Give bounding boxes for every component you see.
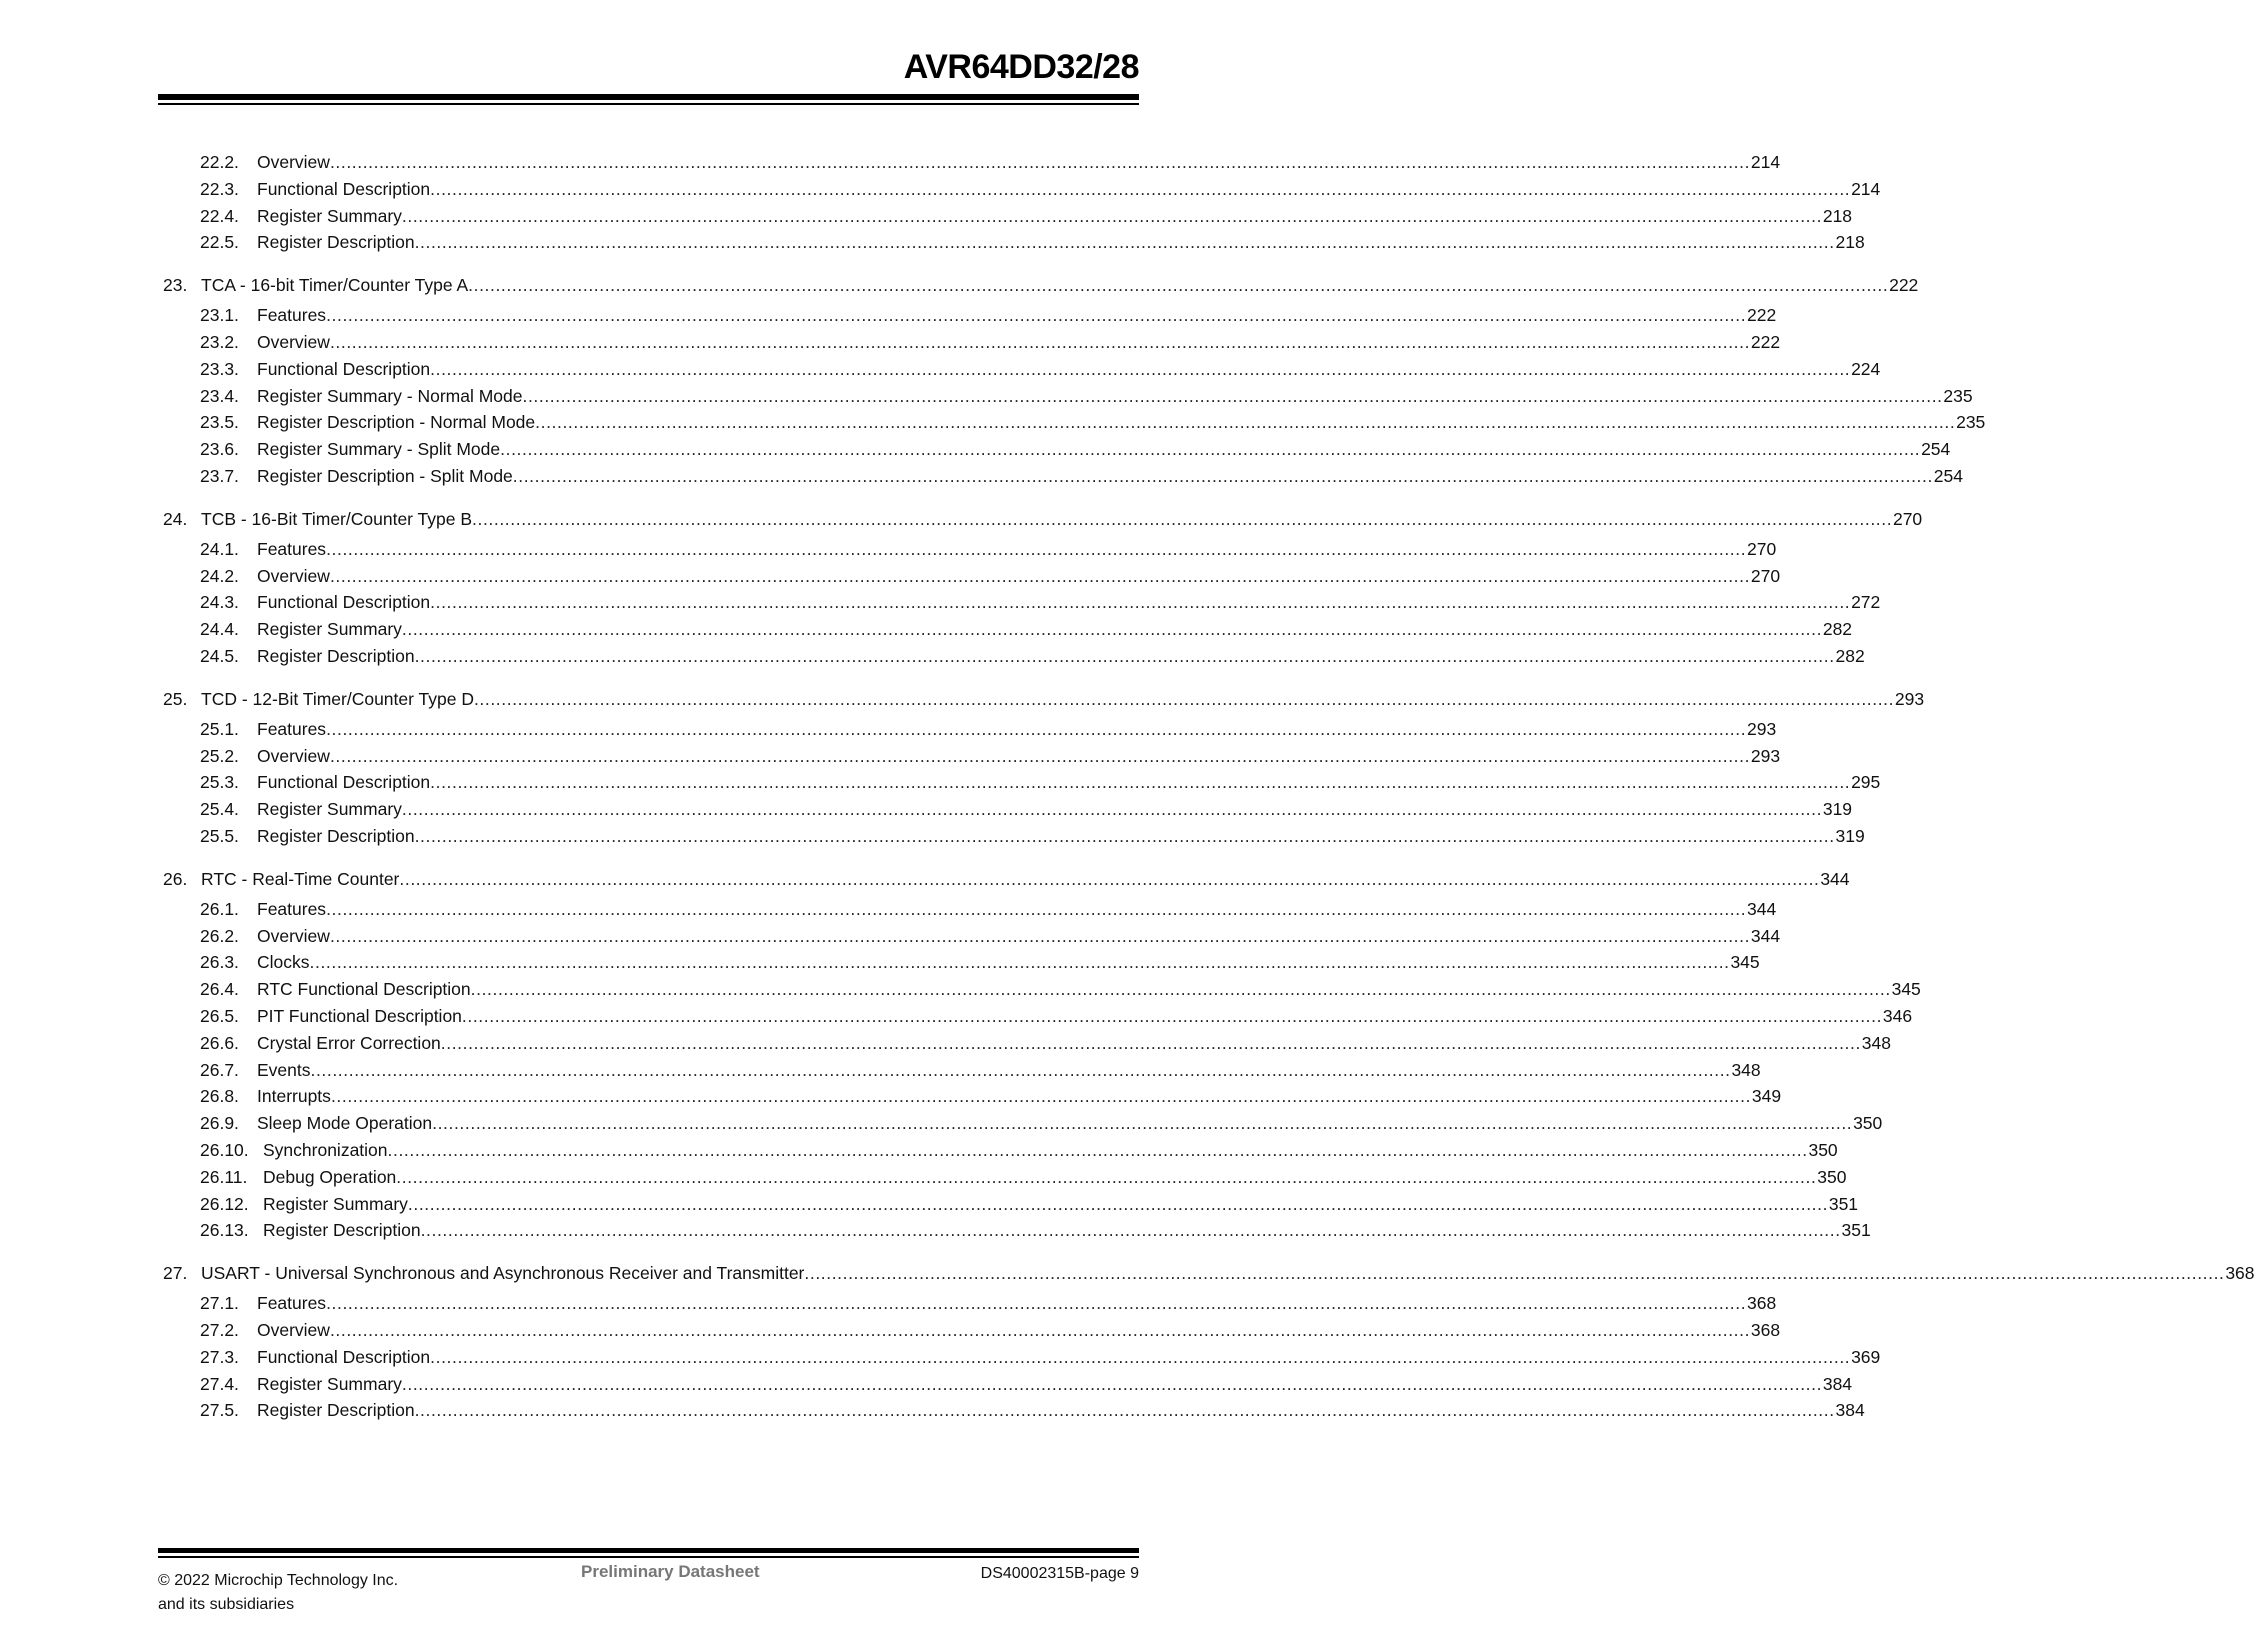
- toc-dot-leader: ....................................................................................................................................................................................................................................................................: [401, 799, 1823, 820]
- toc-entry-title: Register Summary: [257, 619, 402, 640]
- toc-entry-number: 22.4.: [200, 205, 239, 226]
- toc-entry-page-number: 222: [1747, 305, 1777, 326]
- toc-dot-leader: ....................................................................................................................................................................................................................................................................: [396, 1166, 1817, 1187]
- toc-entry-page-number: 345: [1730, 952, 1760, 973]
- toc-dot-leader: ....................................................................................................................................................................................................................................................................: [326, 898, 1747, 919]
- toc-entry-number: 23.5.: [200, 412, 239, 433]
- toc-entry-title: Overview: [257, 925, 330, 946]
- toc-section-entry[interactable]: [0, 303, 1777, 327]
- toc-entry-page-number: 214: [1750, 152, 1781, 172]
- toc-entry-page-number: 235: [1943, 385, 1973, 406]
- toc-dot-leader: ....................................................................................................................................................................................................................................................................: [432, 1113, 1853, 1134]
- toc-dot-leader: ....................................................................................................................................................................................................................................................................: [430, 358, 1851, 379]
- toc-entry-page-number: 272: [1851, 592, 1881, 613]
- toc-entry-title: RTC - Real-Time Counter: [201, 868, 400, 889]
- toc-entry-page-number: 214: [1851, 178, 1881, 199]
- toc-dot-leader: ....................................................................................................................................................................................................................................................................: [430, 592, 1851, 613]
- toc-entry-title: Features: [257, 1293, 327, 1314]
- toc-entry-number: 24.3.: [200, 592, 239, 613]
- toc-dot-leader: ....................................................................................................................................................................................................................................................................: [430, 1346, 1851, 1367]
- toc-section-entry[interactable]: [0, 1165, 1847, 1189]
- toc-entry-title: Overview: [257, 565, 330, 586]
- copyright-line-1: © 2022 Microchip Technology Inc.: [158, 1572, 399, 1589]
- toc-dot-leader: ....................................................................................................................................................................................................................................................................: [326, 718, 1747, 739]
- toc-section-entry[interactable]: [0, 1031, 1891, 1055]
- toc-entry-page-number: 351: [1828, 1193, 1859, 1214]
- toc-section-entry[interactable]: [0, 924, 1781, 948]
- toc-entry-title: Register Summary: [257, 799, 402, 820]
- toc-entry-number: 26.8.: [200, 1086, 239, 1107]
- toc-entry-title: Overview: [257, 332, 330, 352]
- toc-entry-page-number: 350: [1808, 1140, 1838, 1160]
- toc-dot-leader: ....................................................................................................................................................................................................................................................................: [430, 772, 1851, 793]
- toc-entry-title: Functional Description: [257, 178, 431, 199]
- toc-entry-number: 24.4.: [200, 619, 239, 640]
- toc-entry-title: Register Description: [263, 1220, 421, 1241]
- copyright-line-2: and its subsidiaries: [158, 1596, 295, 1613]
- toc-entry-number: 26.11.: [200, 1166, 248, 1187]
- toc-chapter-entry[interactable]: [0, 273, 1919, 297]
- toc-dot-leader: ....................................................................................................................................................................................................................................................................: [535, 412, 1956, 433]
- toc-entry-number: 23.6.: [200, 439, 239, 460]
- toc-entry-page-number: 270: [1750, 565, 1781, 586]
- toc-entry-page-number: 235: [1956, 412, 1986, 433]
- toc-entry-page-number: 348: [1861, 1032, 1891, 1053]
- toc-dot-leader: ....................................................................................................................................................................................................................................................................: [420, 1220, 1841, 1241]
- toc-chapter-entry[interactable]: [0, 687, 1925, 711]
- toc-section-entry[interactable]: [0, 437, 1951, 461]
- toc-entry-number: 25.1.: [200, 718, 239, 739]
- toc-entry-page-number: 293: [1750, 745, 1781, 766]
- toc-entry-title: RTC Functional Description: [257, 979, 471, 1000]
- toc-entry-title: Debug Operation: [263, 1166, 397, 1187]
- toc-entry-title: Register Summary: [263, 1193, 408, 1214]
- toc-entry-title: Overview: [257, 745, 330, 766]
- toc-entry-page-number: 349: [1751, 1086, 1782, 1107]
- toc-dot-leader: ....................................................................................................................................................................................................................................................................: [387, 1140, 1808, 1160]
- toc-entry-title: Crystal Error Correction: [257, 1032, 441, 1053]
- toc-entry-number: 26.1.: [200, 898, 239, 919]
- toc-entry-title: Features: [257, 538, 327, 559]
- header-rule-thin: [158, 103, 1139, 105]
- toc-entry-number: 27.3.: [200, 1346, 239, 1367]
- toc-entry-title: Sleep Mode Operation: [257, 1113, 433, 1134]
- toc-dot-leader: ....................................................................................................................................................................................................................................................................: [330, 1086, 1752, 1107]
- toc-section-entry[interactable]: [0, 1318, 1781, 1342]
- toc-dot-leader: ....................................................................................................................................................................................................................................................................: [401, 205, 1823, 226]
- toc-section-entry[interactable]: [0, 590, 1881, 614]
- toc-section-entry[interactable]: [0, 564, 1781, 588]
- toc-entry-title: Features: [257, 898, 327, 919]
- toc-entry-number: 26.13.: [200, 1220, 249, 1241]
- toc-section-entry[interactable]: [0, 744, 1781, 768]
- toc-entry-page-number: 345: [1891, 979, 1921, 1000]
- toc-entry-title: Register Summary: [257, 1373, 402, 1394]
- toc-entry-page-number: 282: [1822, 619, 1853, 640]
- toc-dot-leader: ....................................................................................................................................................................................................................................................................: [512, 466, 1933, 486]
- toc-entry-title: TCB - 16-Bit Timer/Counter Type B: [201, 508, 473, 529]
- toc-dot-leader: ....................................................................................................................................................................................................................................................................: [329, 1320, 1751, 1340]
- toc-entry-number: 26.5.: [200, 1006, 239, 1026]
- toc-section-entry[interactable]: [0, 717, 1777, 741]
- toc-entry-page-number: 350: [1817, 1166, 1847, 1187]
- toc-entry-page-number: 368: [1747, 1293, 1777, 1314]
- toc-entry-title: TCD - 12-Bit Timer/Counter Type D: [201, 688, 474, 709]
- toc-entry-number: 22.3.: [200, 178, 239, 199]
- toc-section-entry[interactable]: [0, 1218, 1871, 1242]
- toc-dot-leader: ....................................................................................................................................................................................................................................................................: [414, 232, 1835, 253]
- toc-entry-page-number: 351: [1841, 1220, 1871, 1241]
- toc-entry-page-number: 270: [1747, 538, 1777, 559]
- toc-dot-leader: ....................................................................................................................................................................................................................................................................: [329, 332, 1751, 352]
- toc-entry-page-number: 369: [1851, 1346, 1881, 1367]
- toc-entry-number: 26.3.: [200, 952, 239, 973]
- toc-entry-page-number: 222: [1889, 275, 1919, 296]
- toc-section-entry[interactable]: [0, 770, 1881, 794]
- toc-dot-leader: ....................................................................................................................................................................................................................................................................: [401, 619, 1823, 640]
- toc-entry-number: 26.9.: [200, 1113, 239, 1134]
- toc-entry-number: 26.7.: [200, 1059, 239, 1080]
- toc-section-entry[interactable]: [0, 897, 1777, 921]
- toc-entry-page-number: 368: [2225, 1263, 2255, 1284]
- toc-section-entry[interactable]: [0, 384, 1973, 408]
- toc-entry-title: Features: [257, 305, 327, 326]
- toc-dot-leader: ....................................................................................................................................................................................................................................................................: [326, 1293, 1747, 1314]
- toc-entry-number: 25.5.: [200, 826, 239, 846]
- toc-entry-title: Functional Description: [257, 592, 431, 613]
- footer-rule-thick: [158, 1548, 1139, 1553]
- toc-entry-title: Register Summary - Split Mode: [257, 439, 501, 460]
- toc-entry-title: Features: [257, 718, 327, 739]
- toc-section-entry[interactable]: [0, 150, 1781, 174]
- toc-entry-title: Interrupts: [257, 1086, 331, 1107]
- toc-dot-leader: ....................................................................................................................................................................................................................................................................: [309, 952, 1730, 973]
- toc-entry-page-number: 224: [1851, 358, 1881, 379]
- document-status: Preliminary Datasheet: [581, 1562, 760, 1581]
- toc-dot-leader: ....................................................................................................................................................................................................................................................................: [468, 275, 1889, 296]
- toc-entry-title: Events: [257, 1059, 311, 1080]
- toc-entry-title: Functional Description: [257, 358, 431, 379]
- toc-entry-page-number: 384: [1835, 1400, 1865, 1421]
- toc-section-entry[interactable]: [0, 410, 1986, 434]
- toc-dot-leader: ....................................................................................................................................................................................................................................................................: [399, 868, 1820, 889]
- toc-entry-title: Register Summary: [257, 205, 402, 226]
- toc-entry-number: 23.: [163, 275, 188, 296]
- toc-entry-number: 27.5.: [200, 1400, 239, 1421]
- toc-entry-page-number: 344: [1820, 868, 1850, 889]
- toc-dot-leader: ....................................................................................................................................................................................................................................................................: [414, 826, 1835, 846]
- toc-entry-page-number: 218: [1835, 232, 1865, 253]
- toc-entry-number: 26.6.: [200, 1032, 239, 1053]
- toc-section-entry[interactable]: [0, 617, 1853, 641]
- toc-entry-page-number: 346: [1882, 1006, 1913, 1026]
- toc-chapter-entry[interactable]: [0, 867, 1850, 891]
- toc-entry-page-number: 222: [1750, 332, 1781, 352]
- toc-entry-title: Register Description: [257, 1400, 415, 1421]
- toc-section-entry[interactable]: [0, 537, 1777, 561]
- toc-entry-page-number: 270: [1892, 508, 1923, 529]
- toc-dot-leader: ....................................................................................................................................................................................................................................................................: [407, 1193, 1829, 1214]
- toc-entry-title: Functional Description: [257, 772, 431, 793]
- toc-dot-leader: ....................................................................................................................................................................................................................................................................: [804, 1263, 2225, 1284]
- toc-entry-title: Register Description - Normal Mode: [257, 412, 536, 433]
- toc-section-entry[interactable]: [0, 1084, 1782, 1108]
- toc-entry-number: 23.1.: [200, 305, 239, 326]
- toc-chapter-entry[interactable]: [0, 1261, 2255, 1285]
- toc-section-entry[interactable]: [0, 1058, 1761, 1082]
- toc-entry-number: 22.5.: [200, 232, 239, 253]
- toc-section-entry[interactable]: [0, 1372, 1853, 1396]
- toc-entry-page-number: 319: [1835, 826, 1865, 846]
- header-rule-thick: [158, 94, 1139, 100]
- toc-section-entry[interactable]: [0, 1111, 1883, 1135]
- toc-entry-number: 27.1.: [200, 1293, 239, 1314]
- toc-dot-leader: ....................................................................................................................................................................................................................................................................: [329, 565, 1751, 586]
- toc-section-entry[interactable]: [0, 204, 1853, 228]
- toc-entry-page-number: 218: [1822, 205, 1853, 226]
- toc-entry-page-number: 344: [1747, 898, 1777, 919]
- toc-section-entry[interactable]: [0, 1192, 1859, 1216]
- toc-section-entry[interactable]: [0, 1291, 1777, 1315]
- toc-dot-leader: ....................................................................................................................................................................................................................................................................: [310, 1059, 1731, 1080]
- toc-dot-leader: ....................................................................................................................................................................................................................................................................: [461, 1006, 1883, 1026]
- toc-section-entry[interactable]: [0, 824, 1865, 848]
- toc-dot-leader: ....................................................................................................................................................................................................................................................................: [473, 688, 1895, 709]
- toc-entry-title: Register Description - Split Mode: [257, 466, 513, 486]
- toc-entry-title: Register Description: [257, 826, 415, 846]
- toc-dot-leader: ....................................................................................................................................................................................................................................................................: [401, 1373, 1823, 1394]
- toc-entry-title: Clocks: [257, 952, 310, 973]
- toc-dot-leader: ....................................................................................................................................................................................................................................................................: [326, 305, 1747, 326]
- toc-entry-title: Synchronization: [263, 1140, 388, 1160]
- toc-entry-number: 26.2.: [200, 925, 239, 946]
- toc-entry-number: 24.2.: [200, 565, 239, 586]
- toc-section-entry[interactable]: [0, 1004, 1913, 1028]
- toc-section-entry[interactable]: [0, 1345, 1881, 1369]
- toc-dot-leader: ....................................................................................................................................................................................................................................................................: [414, 1400, 1835, 1421]
- toc-entry-page-number: 384: [1822, 1373, 1853, 1394]
- toc-dot-leader: ....................................................................................................................................................................................................................................................................: [329, 925, 1751, 946]
- toc-entry-page-number: 254: [1921, 439, 1951, 460]
- toc-entry-title: Register Description: [257, 646, 415, 666]
- toc-section-entry[interactable]: [0, 797, 1853, 821]
- toc-entry-number: 23.3.: [200, 358, 239, 379]
- toc-chapter-entry[interactable]: [0, 507, 1923, 531]
- toc-entry-page-number: 319: [1822, 799, 1853, 820]
- toc-entry-number: 23.4.: [200, 385, 239, 406]
- page-identifier: DS40002315B-page 9: [980, 1565, 1139, 1582]
- toc-entry-title: TCA - 16-bit Timer/Counter Type A: [201, 275, 469, 296]
- toc-entry-number: 22.2.: [200, 152, 239, 172]
- footer-copyright: [158, 1569, 398, 1617]
- toc-entry-title: Register Summary - Normal Mode: [257, 385, 523, 406]
- footer-rule-thin: [158, 1556, 1139, 1558]
- toc-entry-title: PIT Functional Description: [257, 1006, 462, 1026]
- toc-section-entry[interactable]: [0, 644, 1865, 668]
- toc-entry-number: 23.7.: [200, 466, 239, 486]
- toc-entry-number: 26.: [163, 868, 188, 889]
- toc-entry-number: 25.3.: [200, 772, 239, 793]
- toc-entry-page-number: 344: [1750, 925, 1781, 946]
- toc-entry-title: Functional Description: [257, 1346, 431, 1367]
- toc-section-entry[interactable]: [0, 1138, 1838, 1162]
- toc-dot-leader: ....................................................................................................................................................................................................................................................................: [326, 538, 1747, 559]
- toc-entry-page-number: 350: [1853, 1113, 1883, 1134]
- toc-entry-title: USART - Universal Synchronous and Asynchronous Receiver and Transmitter: [201, 1263, 805, 1284]
- toc-entry-number: 24.: [163, 508, 188, 529]
- toc-entry-title: Overview: [257, 152, 330, 172]
- toc-entry-page-number: 348: [1731, 1059, 1761, 1080]
- toc-entry-number: 25.2.: [200, 745, 239, 766]
- toc-entry-number: 26.12.: [200, 1193, 249, 1214]
- toc-dot-leader: ....................................................................................................................................................................................................................................................................: [472, 508, 1893, 529]
- toc-section-entry[interactable]: [0, 1398, 1865, 1422]
- toc-entry-page-number: 293: [1747, 718, 1777, 739]
- toc-entry-number: 26.10.: [200, 1140, 249, 1160]
- toc-entry-page-number: 293: [1894, 688, 1925, 709]
- toc-section-entry[interactable]: [0, 357, 1881, 381]
- toc-section-entry[interactable]: [0, 950, 1760, 974]
- toc-section-entry[interactable]: [0, 464, 1963, 488]
- toc-section-entry[interactable]: [0, 177, 1881, 201]
- toc-dot-leader: ....................................................................................................................................................................................................................................................................: [329, 745, 1751, 766]
- toc-section-entry[interactable]: [0, 977, 1921, 1001]
- toc-entry-page-number: 254: [1933, 466, 1963, 486]
- toc-entry-page-number: 282: [1835, 646, 1865, 666]
- toc-entry-page-number: 295: [1851, 772, 1881, 793]
- toc-dot-leader: ....................................................................................................................................................................................................................................................................: [329, 152, 1751, 172]
- toc-dot-leader: ....................................................................................................................................................................................................................................................................: [414, 646, 1835, 666]
- toc-section-entry[interactable]: [0, 330, 1781, 354]
- toc-entry-title: Register Description: [257, 232, 415, 253]
- toc-dot-leader: ....................................................................................................................................................................................................................................................................: [440, 1032, 1861, 1053]
- toc-dot-leader: ....................................................................................................................................................................................................................................................................: [430, 178, 1851, 199]
- toc-entry-number: 26.4.: [200, 979, 239, 1000]
- toc-entry-title: Overview: [257, 1320, 330, 1340]
- toc-entry-number: 27.: [163, 1263, 188, 1284]
- toc-section-entry[interactable]: [0, 230, 1865, 254]
- toc-dot-leader: ....................................................................................................................................................................................................................................................................: [522, 385, 1943, 406]
- toc-dot-leader: ....................................................................................................................................................................................................................................................................: [500, 439, 1921, 460]
- toc-entry-number: 23.2.: [200, 332, 239, 352]
- toc-entry-number: 27.2.: [200, 1320, 239, 1340]
- toc-entry-number: 25.: [163, 688, 188, 709]
- document-title: AVR64DD32/28: [903, 48, 1139, 86]
- toc-dot-leader: ....................................................................................................................................................................................................................................................................: [470, 979, 1891, 1000]
- toc-entry-number: 27.4.: [200, 1373, 239, 1394]
- toc-entry-number: 24.5.: [200, 646, 239, 666]
- toc-entry-number: 25.4.: [200, 799, 239, 820]
- toc-entry-page-number: 368: [1750, 1320, 1781, 1340]
- toc-entry-number: 24.1.: [200, 538, 239, 559]
